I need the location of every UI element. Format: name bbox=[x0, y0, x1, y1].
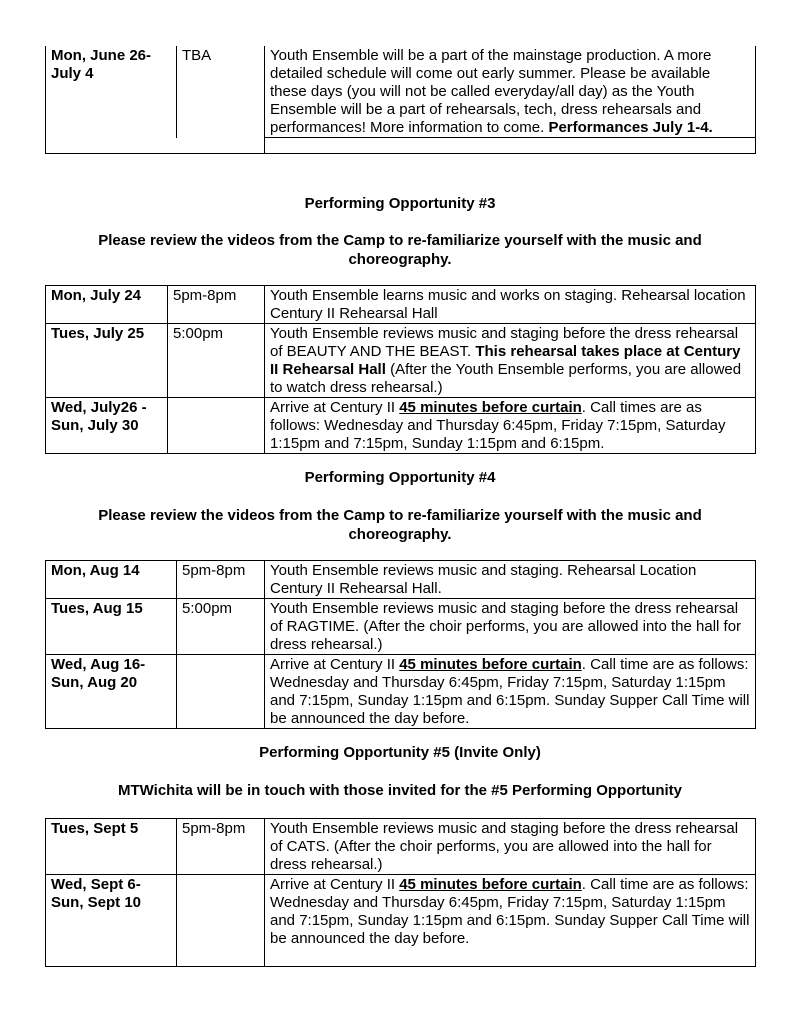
date-cell: Tues, Sept 5 bbox=[46, 819, 177, 875]
schedule-table-op3 bbox=[45, 285, 756, 454]
description-cell: Youth Ensemble reviews music and staging before the dress rehearsal of RAGTIME. (After the choir performs, you are allowed into the hall for dress rehearsal.) bbox=[265, 599, 756, 655]
description-cell bbox=[265, 324, 756, 398]
table-row bbox=[46, 324, 756, 398]
description-text: Arrive at Century II bbox=[270, 399, 400, 416]
time-cell: TBA bbox=[177, 46, 265, 138]
description-text: Arrive at Century II bbox=[270, 876, 400, 893]
table-row bbox=[46, 46, 756, 138]
date-cell: Wed, Aug 16- Sun, Aug 20 bbox=[46, 655, 177, 729]
description-cell bbox=[265, 875, 756, 967]
description-text: Youth Ensemble reviews music and staging before the dress rehearsal of BEAUTY AND THE BEAST. bbox=[270, 325, 739, 360]
table-row bbox=[46, 875, 756, 967]
spacer-cell bbox=[177, 138, 265, 154]
section-note-op5: MTWichita will be in touch with those invited for the #5 Performing Opportunity bbox=[117, 782, 683, 799]
date-cell: Mon, Aug 14 bbox=[46, 561, 177, 599]
description-text: Arrive at Century II bbox=[270, 656, 400, 673]
time-cell: 5pm-8pm bbox=[177, 561, 265, 599]
spacer-cell bbox=[46, 138, 177, 154]
description-cell: Youth Ensemble reviews music and staging. Rehearsal Location Century II Rehearsal Hall. bbox=[265, 561, 756, 599]
description-bold: Performances July 1-4. bbox=[548, 119, 713, 136]
section-heading-op4: Performing Opportunity #4 bbox=[304, 469, 496, 486]
description-underlined: 45 minutes before curtain bbox=[399, 876, 582, 893]
description-cell: Youth Ensemble learns music and works on staging. Rehearsal location Century II Rehearsal Hall bbox=[265, 286, 756, 324]
description-text: . Call time are as follows: Wednesday and Thursday 6:45pm, Friday 7:15pm, Saturday 1:15pm and 7:15pm, Sunday 1:15pm and 6:15pm. Sunday Supper Call Time will be announced the day before. bbox=[270, 656, 750, 727]
description-cell: Youth Ensemble reviews music and staging before the dress rehearsal of CATS. (After the choir performs, you are allowed into the hall for dress rehearsal.) bbox=[265, 819, 756, 875]
time-cell: 5pm-8pm bbox=[177, 819, 265, 875]
description-underlined: 45 minutes before curtain bbox=[399, 656, 582, 673]
schedule-table-op4 bbox=[45, 560, 756, 729]
section-heading-op3: Performing Opportunity #3 bbox=[304, 195, 496, 212]
description-text: (After the Youth Ensemble performs, you are allowed to watch dress rehearsal.) bbox=[270, 361, 742, 396]
date-cell: Wed, July26 - Sun, July 30 bbox=[46, 398, 168, 454]
description-text: . Call times are as follows: Wednesday and Thursday 6:45pm, Friday 7:15pm, Saturday 1:15pm and 7:15pm, Sunday 1:15pm and 6:15pm. bbox=[270, 399, 726, 452]
description-cell bbox=[265, 46, 756, 138]
schedule-table-june bbox=[45, 46, 756, 154]
date-cell: Tues, July 25 bbox=[46, 324, 168, 398]
time-cell: 5pm-8pm bbox=[168, 286, 265, 324]
table-row-spacer bbox=[46, 138, 756, 154]
time-cell: 5:00pm bbox=[177, 599, 265, 655]
table-row bbox=[46, 561, 756, 599]
time-cell bbox=[168, 398, 265, 454]
time-cell bbox=[177, 875, 265, 967]
table-row bbox=[46, 655, 756, 729]
date-cell: Mon, July 24 bbox=[46, 286, 168, 324]
description-text: . Call time are as follows: Wednesday and Thursday 6:45pm, Friday 7:15pm, Saturday 1:15pm and 7:15pm, Sunday 1:15pm and 6:15pm. Sunday Supper Call Time will be announced the day before. bbox=[270, 876, 750, 947]
section-heading-op5: Performing Opportunity #5 (Invite Only) bbox=[259, 744, 541, 761]
time-cell: 5:00pm bbox=[168, 324, 265, 398]
description-text: Youth Ensemble will be a part of the mainstage production. A more detailed schedule will come out early summer. Please be available these days (you will not be called everyday/all day) as the Youth Ensemble will be a part of rehearsals, tech, dress rehearsals and performances! More information to come. bbox=[270, 47, 712, 136]
table-row bbox=[46, 286, 756, 324]
schedule-table-op5 bbox=[45, 818, 756, 967]
table-row bbox=[46, 599, 756, 655]
spacer-cell bbox=[265, 138, 756, 154]
description-bold: This rehearsal takes place at Century II Rehearsal Hall bbox=[270, 343, 741, 378]
description-underlined: 45 minutes before curtain bbox=[399, 399, 582, 416]
date-cell: Mon, June 26- July 4 bbox=[46, 46, 177, 138]
description-cell bbox=[265, 655, 756, 729]
section-note-op4: Please review the videos from the Camp to re-familiarize yourself with the music and choreography. bbox=[98, 507, 702, 543]
table-row bbox=[46, 398, 756, 454]
time-cell bbox=[177, 655, 265, 729]
description-cell bbox=[265, 398, 756, 454]
date-cell: Wed, Sept 6- Sun, Sept 10 bbox=[46, 875, 177, 967]
date-cell: Tues, Aug 15 bbox=[46, 599, 177, 655]
section-note-op3: Please review the videos from the Camp to re-familiarize yourself with the music and choreography. bbox=[98, 232, 702, 268]
table-row bbox=[46, 819, 756, 875]
